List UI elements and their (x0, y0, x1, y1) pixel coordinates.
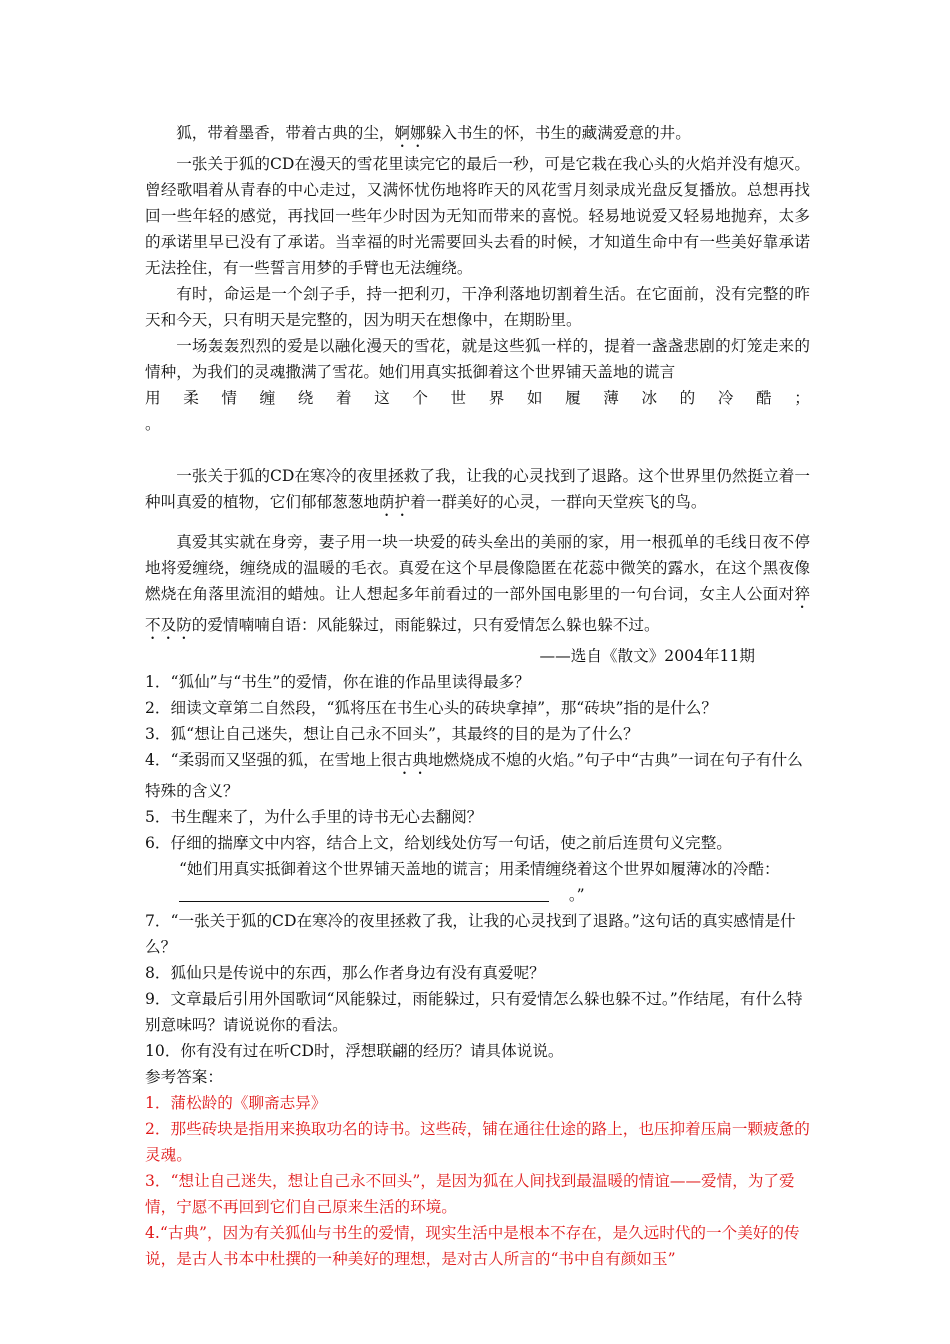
paragraph-5 (145, 463, 810, 520)
text: 一张关于狐的CD在寒冷的夜里拯救了我，让我的心灵找到了退路。这个世界里仍然挺立着一种叫真爱的植物，它们郁郁葱葱地 (145, 467, 810, 511)
spread-char: 酷 (756, 389, 772, 407)
text: 真爱其实就在身旁，妻子用一块一块爱的砖头垒出的美丽的家，用一根孤单的毛线日夜不停地将爱缠绕，缠绕成的温暖的毛衣。真爱在这个早晨像隐匿在花蕊中微笑的露水，在这个黑夜像燃烧在角落里流泪的蜡烛。让人想起多年前看过的一部外国电影里的一句台词，女主人公面对 (145, 533, 810, 603)
text: “她们用真实抵御着这个世界铺天盖地的谎言；用柔情缠绕着这个世界如履薄冰的冷酷： (179, 860, 780, 878)
spread-char: 世 (450, 389, 467, 407)
question-6-quote (145, 856, 810, 908)
paragraph-3: 有时，命运是一个刽子手，持一把利刃，干净利落地切割着生活。在它面前，没有完整的昨天和今天，只有明天是完整的，因为明天在想像中，在期盼里。 (145, 285, 810, 329)
text: 躲入书生的怀，书生的藏满爱意的井。 (425, 124, 691, 142)
question-7: 7．“一张关于狐的CD在寒冷的夜里拯救了我，让我的心灵找到了退路。”这句话的真实感情是什么？ (145, 912, 796, 956)
question-4 (145, 747, 810, 804)
text: 的爱情喃喃自语：风能躲过，雨能躲过，只有爱情怎么躲也躲不过。 (191, 616, 660, 634)
question-2: 2．细读文章第二自然段，“狐将压在书生心头的砖块拿掉”，那“砖块”指的是什么？ (145, 699, 717, 717)
spread-char: 履 (565, 389, 581, 407)
document-page (145, 120, 810, 1272)
question-9: 9．文章最后引用外国歌词“风能躲过，雨能躲过，只有爱情怎么躲也躲不过。”作结尾，有什么特别意味吗？请说说你的看法。 (145, 990, 803, 1034)
question-6: 6．仔细的揣摩文中内容，结合上文，给划线处仿写一句话，使之前后连贯句义完整。 (145, 834, 732, 852)
answer-3: 3．“想让自己迷失，想让自己永不回头”，是因为狐在人间找到最温暖的情谊——爱情，为了爱情，宁愿不再回到它们自己原来生活的环境。 (145, 1172, 795, 1216)
spread-char: 的 (679, 389, 696, 407)
emphasized-text: 猝不及防 (145, 585, 810, 634)
text: 着一群美好的心灵，一群向天堂疾飞的鸟。 (410, 493, 707, 511)
text: 地燃烧成不熄的火焰。”句子中“古典”一词在句子有什么特殊的含义？ (145, 751, 803, 800)
spread-char: 薄 (603, 389, 619, 407)
text: 。” (568, 886, 585, 904)
source-citation: ——选自《散文》2004年11期 (539, 647, 755, 665)
spread-char: 冰 (641, 389, 658, 407)
paragraph-1 (145, 120, 810, 151)
spread-char: 着 (335, 389, 352, 407)
emphasized-text: 婀娜 (394, 124, 426, 142)
answers-heading: 参考答案： (145, 1068, 223, 1086)
spread-char: 绕 (297, 389, 314, 407)
text: 4．“柔弱而又坚强的狐，在雪地上很 (145, 751, 397, 769)
paragraph-4: 一场轰轰烈烈的爱是以融化漫天的雪花，就是这些狐一样的，提着一盏盏悲剧的灯笼走来的情种，为我们的灵魂撒满了雪花。她们用真实抵御着这个世界铺天盖地的谎言 (145, 337, 810, 381)
spread-char: 界 (488, 389, 505, 407)
text: 狐，带着墨香，带着古典的尘， (176, 124, 395, 142)
spread-char: 情 (221, 389, 237, 407)
emphasized-text: 荫护 (378, 493, 411, 511)
paragraph-4-end: 。 (145, 415, 161, 433)
spread-char: 如 (526, 389, 543, 407)
fill-in-blank[interactable] (179, 883, 549, 902)
question-1: 1．“狐仙”与“书生”的爱情，你在谁的作品里读得最多？ (145, 673, 530, 691)
question-5: 5．书生醒来了，为什么手里的诗书无心去翻阅？ (145, 808, 483, 826)
answer-1: 1．蒲松龄的《聊斋志异》 (145, 1094, 327, 1112)
spread-char: 缠 (259, 389, 276, 407)
question-8: 8．狐仙只是传说中的东西，那么作者身边有没有真爱呢？ (145, 964, 545, 982)
spread-char: 柔 (183, 389, 199, 407)
spread-char: ； (794, 389, 810, 407)
question-10: 10．你有没有过在听CD时，浮想联翩的经历？请具体说说。 (145, 1042, 564, 1060)
spread-char: 这 (374, 389, 390, 407)
paragraph-4-spread-line (145, 385, 810, 411)
spread-char: 冷 (717, 389, 734, 407)
answer-2: 2．那些砖块是指用来换取功名的诗书。这些砖，铺在通往仕途的路上，也压抑着压扁一颗疲惫的灵魂。 (145, 1120, 810, 1164)
emphasized-text: 古典 (396, 751, 429, 769)
paragraph-2: 一张关于狐的CD在漫天的雪花里读完它的最后一秒，可是它栽在我心头的火焰并没有熄灭。曾经歌唱着从青春的中心走过，又满怀忧伤地将昨天的风花雪月刻录成光盘反复播放。总想再找回一些年轻的感觉，再找回一些年少时因为无知而带来的喜悦。轻易地说爱又轻易地抛弃，太多的承诺里早已没有了承诺。当幸福的时光需要回头去看的时候，才知道生命中有一些美好靠承诺无法拴住，有一些誓言用梦的手臂也无法缠绕。 (145, 155, 810, 277)
spread-char: 个 (412, 389, 428, 407)
question-3: 3．狐“想让自己迷失，想让自己永不回头”，其最终的目的是为了什么？ (145, 725, 639, 743)
spread-char: 用 (145, 389, 161, 407)
paragraph-6 (145, 529, 810, 643)
answer-4: 4.“古典”，因为有关狐仙与书生的爱情，现实生活中是根本不存在，是久远时代的一个美好的传说，是古人书本中杜撰的一种美好的理想，是对古人所言的“书中自有颜如玉” (145, 1224, 800, 1268)
